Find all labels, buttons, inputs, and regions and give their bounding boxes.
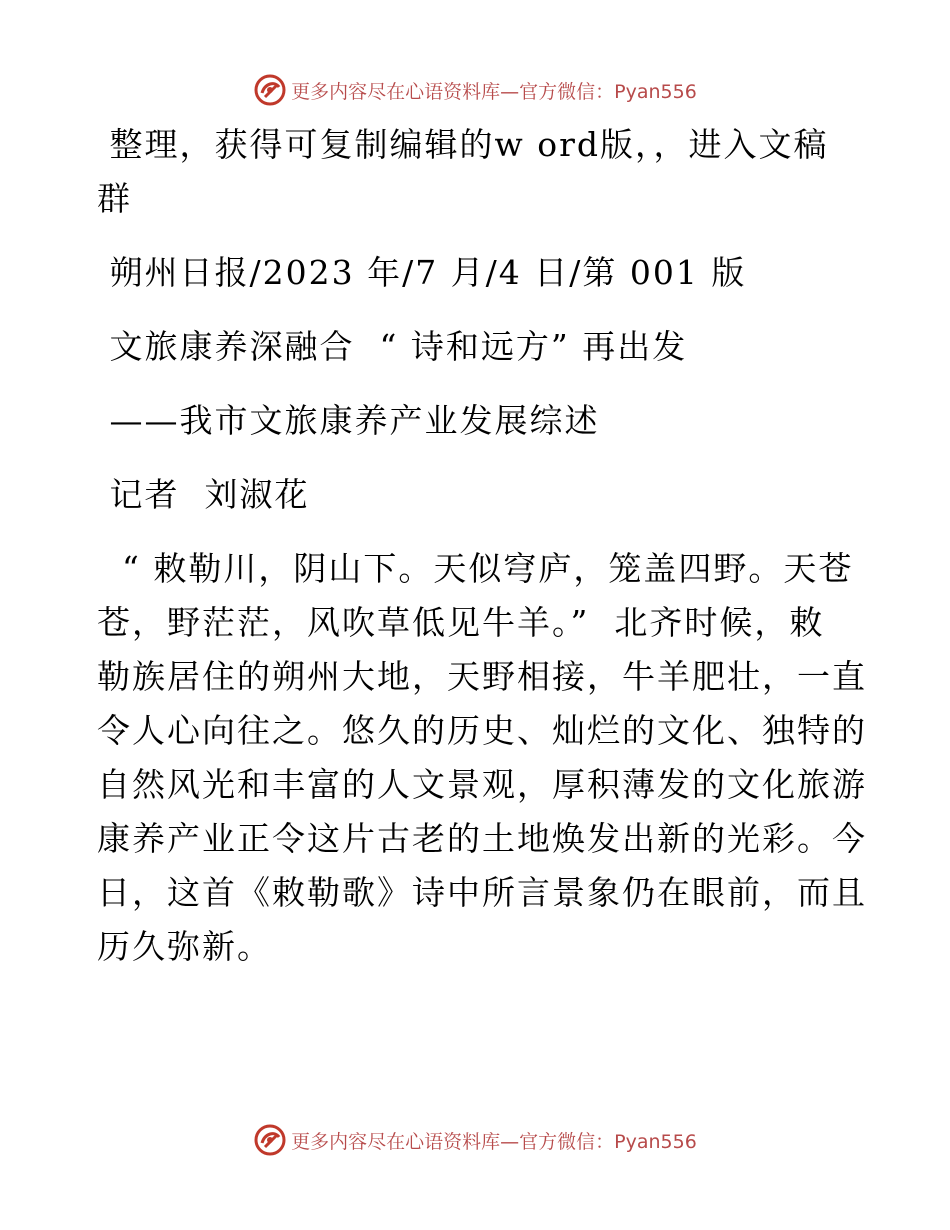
intro-line-2: 群: [97, 179, 132, 218]
body-paragraph: [97, 542, 867, 974]
source-line: 朔州日报/2023 年/7 月/4 日/第 001 版: [97, 253, 747, 292]
watermark-text: 更多内容尽在心语资料库—官方微信：Pyan556: [291, 1130, 697, 1153]
body-line: 历久弥新。: [97, 927, 272, 966]
body-line: 令人心向往之。悠久的历史、灿烂的文化、独特的: [97, 711, 867, 750]
body-line: “ 敕勒川，阴山下。天似穹庐，笼盖四野。天苍: [97, 549, 854, 588]
body-line: 康养产业正令这片古老的土地焕发出新的光彩。今: [97, 819, 867, 858]
article-subtitle: ——我市文旅康养产业发展综述: [97, 401, 600, 440]
body-line: 日，这首《敕勒歌》诗中所言景象仍在眼前，而且: [97, 873, 867, 912]
header-watermark-inner: [253, 73, 697, 107]
article-title: 文旅康养深融合 “ 诗和远方” 再出发: [97, 327, 688, 366]
body-line: 自然风光和丰富的人文景观，厚积薄发的文化旅游: [97, 765, 867, 804]
footer-watermark-inner: [253, 1123, 697, 1157]
header-watermark: [0, 70, 950, 110]
watermark-text: 更多内容尽在心语资料库—官方微信：Pyan556: [291, 80, 697, 103]
byline: 记者 刘淑花: [97, 475, 310, 514]
intro-line-1: 整理，获得可复制编辑的w ord版，，进入文稿: [97, 125, 829, 164]
footer-watermark: [0, 1120, 950, 1160]
red-swirl-logo-icon: [253, 73, 287, 107]
red-swirl-logo-icon: [253, 1123, 287, 1157]
body-line: 苍，野茫茫，风吹草低见牛羊。” 北齐时候，敕: [97, 603, 825, 642]
body-line: 勒族居住的朔州大地，天野相接，牛羊肥壮，一直: [97, 657, 867, 696]
document-body: [97, 118, 867, 974]
